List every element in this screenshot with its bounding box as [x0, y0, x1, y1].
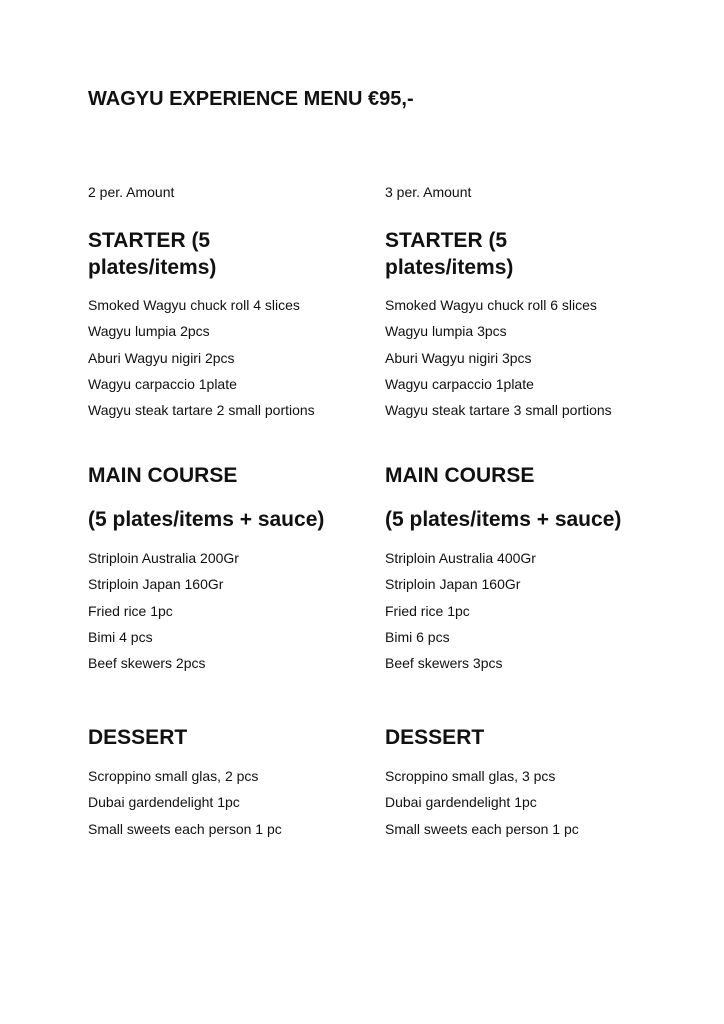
- list-item: Dubai gardendelight 1pc: [88, 794, 240, 811]
- list-item: Striploin Japan 160Gr: [88, 576, 224, 593]
- list-item: Aburi Wagyu nigiri 2pcs: [88, 349, 235, 366]
- list-item: Wagyu steak tartare 3 small portions: [385, 402, 612, 419]
- page-title: WAGYU EXPERIENCE MENU €95,-: [88, 88, 414, 110]
- main-course-heading: MAIN COURSE: [385, 464, 535, 487]
- list-item: Wagyu lumpia 2pcs: [88, 323, 210, 340]
- main-course-list: [88, 550, 239, 681]
- list-item: Wagyu steak tartare 2 small portions: [88, 402, 315, 419]
- main-course-subheading: (5 plates/items + sauce): [88, 508, 325, 531]
- starter-heading-line1: STARTER (5: [385, 229, 508, 252]
- starter-heading-line1: STARTER (5: [88, 229, 211, 252]
- list-item: Aburi Wagyu nigiri 3pcs: [385, 349, 532, 366]
- amount-label: 2 per. Amount: [88, 184, 175, 200]
- menu-column-2-persons: [88, 0, 388, 1024]
- starter-heading-line2: plates/items): [88, 256, 217, 279]
- list-item: Dubai gardendelight 1pc: [385, 794, 537, 811]
- list-item: Fried rice 1pc: [385, 602, 470, 619]
- main-course-subheading: (5 plates/items + sauce): [385, 508, 622, 531]
- list-item: Striploin Australia 200Gr: [88, 550, 239, 566]
- list-item: Bimi 4 pcs: [88, 628, 153, 645]
- list-item: Fried rice 1pc: [88, 602, 173, 619]
- starter-list: [385, 297, 612, 428]
- menu-column-3-persons: [385, 0, 705, 1024]
- list-item: Striploin Japan 160Gr: [385, 576, 521, 593]
- list-item: Bimi 6 pcs: [385, 628, 450, 645]
- starter-list: [88, 297, 315, 428]
- list-item: Scroppino small glas, 3 pcs: [385, 768, 556, 784]
- main-course-list: [385, 550, 536, 681]
- list-item: Smoked Wagyu chuck roll 6 slices: [385, 297, 597, 313]
- starter-heading-line2: plates/items): [385, 256, 514, 279]
- list-item: Striploin Australia 400Gr: [385, 550, 536, 566]
- list-item: Beef skewers 3pcs: [385, 655, 503, 672]
- list-item: Beef skewers 2pcs: [88, 655, 206, 672]
- dessert-list: [385, 768, 579, 847]
- list-item: Small sweets each person 1 pc: [88, 820, 282, 837]
- amount-label: 3 per. Amount: [385, 184, 472, 200]
- list-item: Wagyu carpaccio 1plate: [88, 375, 237, 392]
- starter-heading: [385, 227, 513, 281]
- list-item: Scroppino small glas, 2 pcs: [88, 768, 259, 784]
- dessert-list: [88, 768, 282, 847]
- list-item: Smoked Wagyu chuck roll 4 slices: [88, 297, 300, 313]
- dessert-heading: DESSERT: [88, 726, 188, 749]
- main-course-heading: MAIN COURSE: [88, 464, 238, 487]
- starter-heading: [88, 227, 216, 281]
- dessert-heading: DESSERT: [385, 726, 485, 749]
- list-item: Small sweets each person 1 pc: [385, 820, 579, 837]
- list-item: Wagyu lumpia 3pcs: [385, 323, 507, 340]
- list-item: Wagyu carpaccio 1plate: [385, 375, 534, 392]
